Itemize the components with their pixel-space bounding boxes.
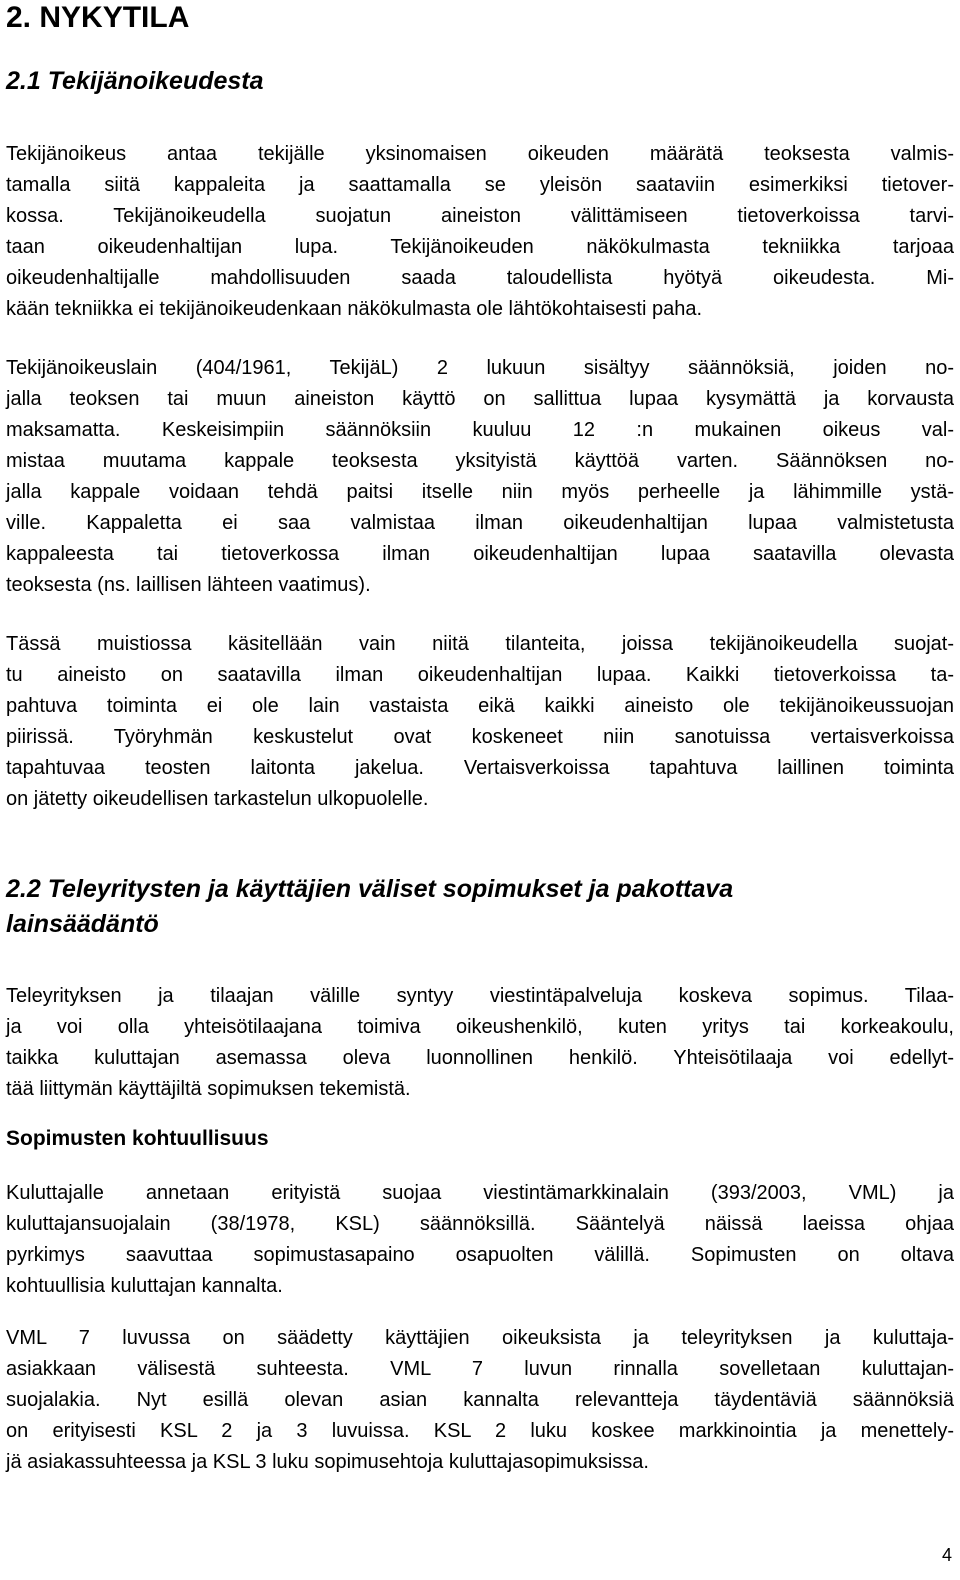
text-line: piirissä. Työryhmän keskustelut ovat koskeneet niin sanotuissa vertaisverkoissa	[6, 726, 954, 748]
text-line: tapahtuvaa teosten laitonta jakelua. Vertaisverkoissa tapahtuva laillinen toiminta	[6, 757, 954, 779]
text-line: tamalla siitä kappaleita ja saattamalla se yleisön saataviin esimerkiksi tietover-	[6, 174, 954, 196]
text-line: Kuluttajalle annetaan erityistä suojaa viestintämarkkinalain (393/2003, VML) ja	[6, 1182, 954, 1204]
paragraph-kuluttajansuoja	[6, 1178, 954, 1302]
paragraph-teleyritys	[6, 981, 954, 1105]
text-line: on erityisesti KSL 2 ja 3 luvuissa. KSL 2 luku koskee markkinointia ja menettely-	[6, 1420, 954, 1442]
text-line: kossa. Tekijänoikeudella suojatun aineiston välittämiseen tietoverkoissa tarvi-	[6, 205, 954, 227]
text-line: maksamatta. Keskeisimpiin säännöksiin kuuluu 12 :n mukainen oikeus val-	[6, 419, 954, 441]
text-line: jalla teoksen tai muun aineiston käyttö on sallittua lupaa kysymättä ja korvausta	[6, 388, 954, 410]
text-line: Teleyrityksen ja tilaajan välille syntyy viestintäpalveluja koskeva sopimus. Tilaa-	[6, 985, 954, 1007]
text-line: tää liittymän käyttäjiltä sopimuksen tekemistä.	[6, 1078, 411, 1100]
paragraph-tekijanoikeus	[6, 139, 954, 325]
text-line: ville. Kappaletta ei saa valmistaa ilman oikeudenhaltijan lupaa valmistetusta	[6, 512, 954, 534]
section-heading-line: 2.2 Teleyritysten ja käyttäjien väliset sopimukset ja pakottava	[6, 875, 734, 903]
section-heading-line: lainsäädäntö	[6, 910, 159, 938]
paragraph-vml	[6, 1323, 954, 1478]
section-heading-2-2	[6, 872, 733, 942]
text-line: jalla kappale voidaan tehdä paitsi itselle niin myös perheelle ja lähimmille ystä-	[6, 481, 954, 503]
section-heading-2-1: 2.1 Tekijänoikeudesta	[6, 67, 264, 95]
text-line: kään tekniikka ei tekijänoikeudenkaan näkökulmasta ole lähtökohtaisesti paha.	[6, 298, 703, 320]
text-line: jä asiakassuhteessa ja KSL 3 luku sopimusehtoja kuluttajasopimuksissa.	[6, 1451, 649, 1473]
page-number: 4	[941, 1545, 952, 1565]
text-line: Tässä muistiossa käsitellään vain niitä tilanteita, joissa tekijänoikeudella suojat-	[6, 633, 954, 655]
text-line: taikka kuluttajan asemassa oleva luonnollinen henkilö. Yhteisötilaaja voi edellyt-	[6, 1047, 954, 1069]
paragraph-tekijanoikeuslaki	[6, 353, 954, 601]
text-line: oikeudenhaltijalle mahdollisuuden saada taloudellista hyötyä oikeudesta. Mi-	[6, 267, 954, 289]
text-line: asiakkaan välisestä suhteesta. VML 7 luvun rinnalla sovelletaan kuluttajan-	[6, 1358, 954, 1380]
text-line: on jätetty oikeudellisen tarkastelun ulkopuolelle.	[6, 788, 429, 810]
text-line: Tekijänoikeuslain (404/1961, TekijäL) 2 lukuun sisältyy säännöksiä, joiden no-	[6, 357, 954, 379]
text-line: kohtuullisia kuluttajan kannalta.	[6, 1275, 283, 1297]
text-line: VML 7 luvussa on säädetty käyttäjien oikeuksista ja teleyrityksen ja kuluttaja-	[6, 1327, 954, 1349]
subheading-sopimusten-kohtuullisuus: Sopimusten kohtuullisuus	[6, 1127, 269, 1150]
text-line: ja voi olla yhteisötilaajana toimiva oikeushenkilö, kuten yritys tai korkeakoulu,	[6, 1016, 954, 1038]
chapter-heading: 2. NYKYTILA	[6, 1, 190, 34]
text-line: Tekijänoikeus antaa tekijälle yksinomaisen oikeuden määrätä teoksesta valmis-	[6, 143, 954, 165]
text-line: teoksesta (ns. laillisen lähteen vaatimus).	[6, 574, 371, 596]
text-line: suojalakia. Nyt esillä olevan asian kannalta relevantteja täydentäviä säännöksiä	[6, 1389, 954, 1411]
text-line: taan oikeudenhaltijan lupa. Tekijänoikeuden näkökulmasta tekniikka tarjoaa	[6, 236, 954, 258]
paragraph-muistio	[6, 629, 954, 815]
text-line: pyrkimys saavuttaa sopimustasapaino osapuolten välillä. Sopimusten on oltava	[6, 1244, 954, 1266]
text-line: pahtuva toiminta ei ole lain vastaista eikä kaikki aineisto ole tekijänoikeussuojan	[6, 695, 954, 717]
text-line: mistaa muutama kappale teoksesta yksityistä käyttöä varten. Säännöksen no-	[6, 450, 954, 472]
text-line: tu aineisto on saatavilla ilman oikeudenhaltijan lupaa. Kaikki tietoverkoissa ta-	[6, 664, 954, 686]
text-line: kappaleesta tai tietoverkossa ilman oikeudenhaltijan lupaa saatavilla olevasta	[6, 543, 954, 565]
text-line: kuluttajansuojalain (38/1978, KSL) säännöksillä. Sääntelyä näissä laeissa ohjaa	[6, 1213, 954, 1235]
